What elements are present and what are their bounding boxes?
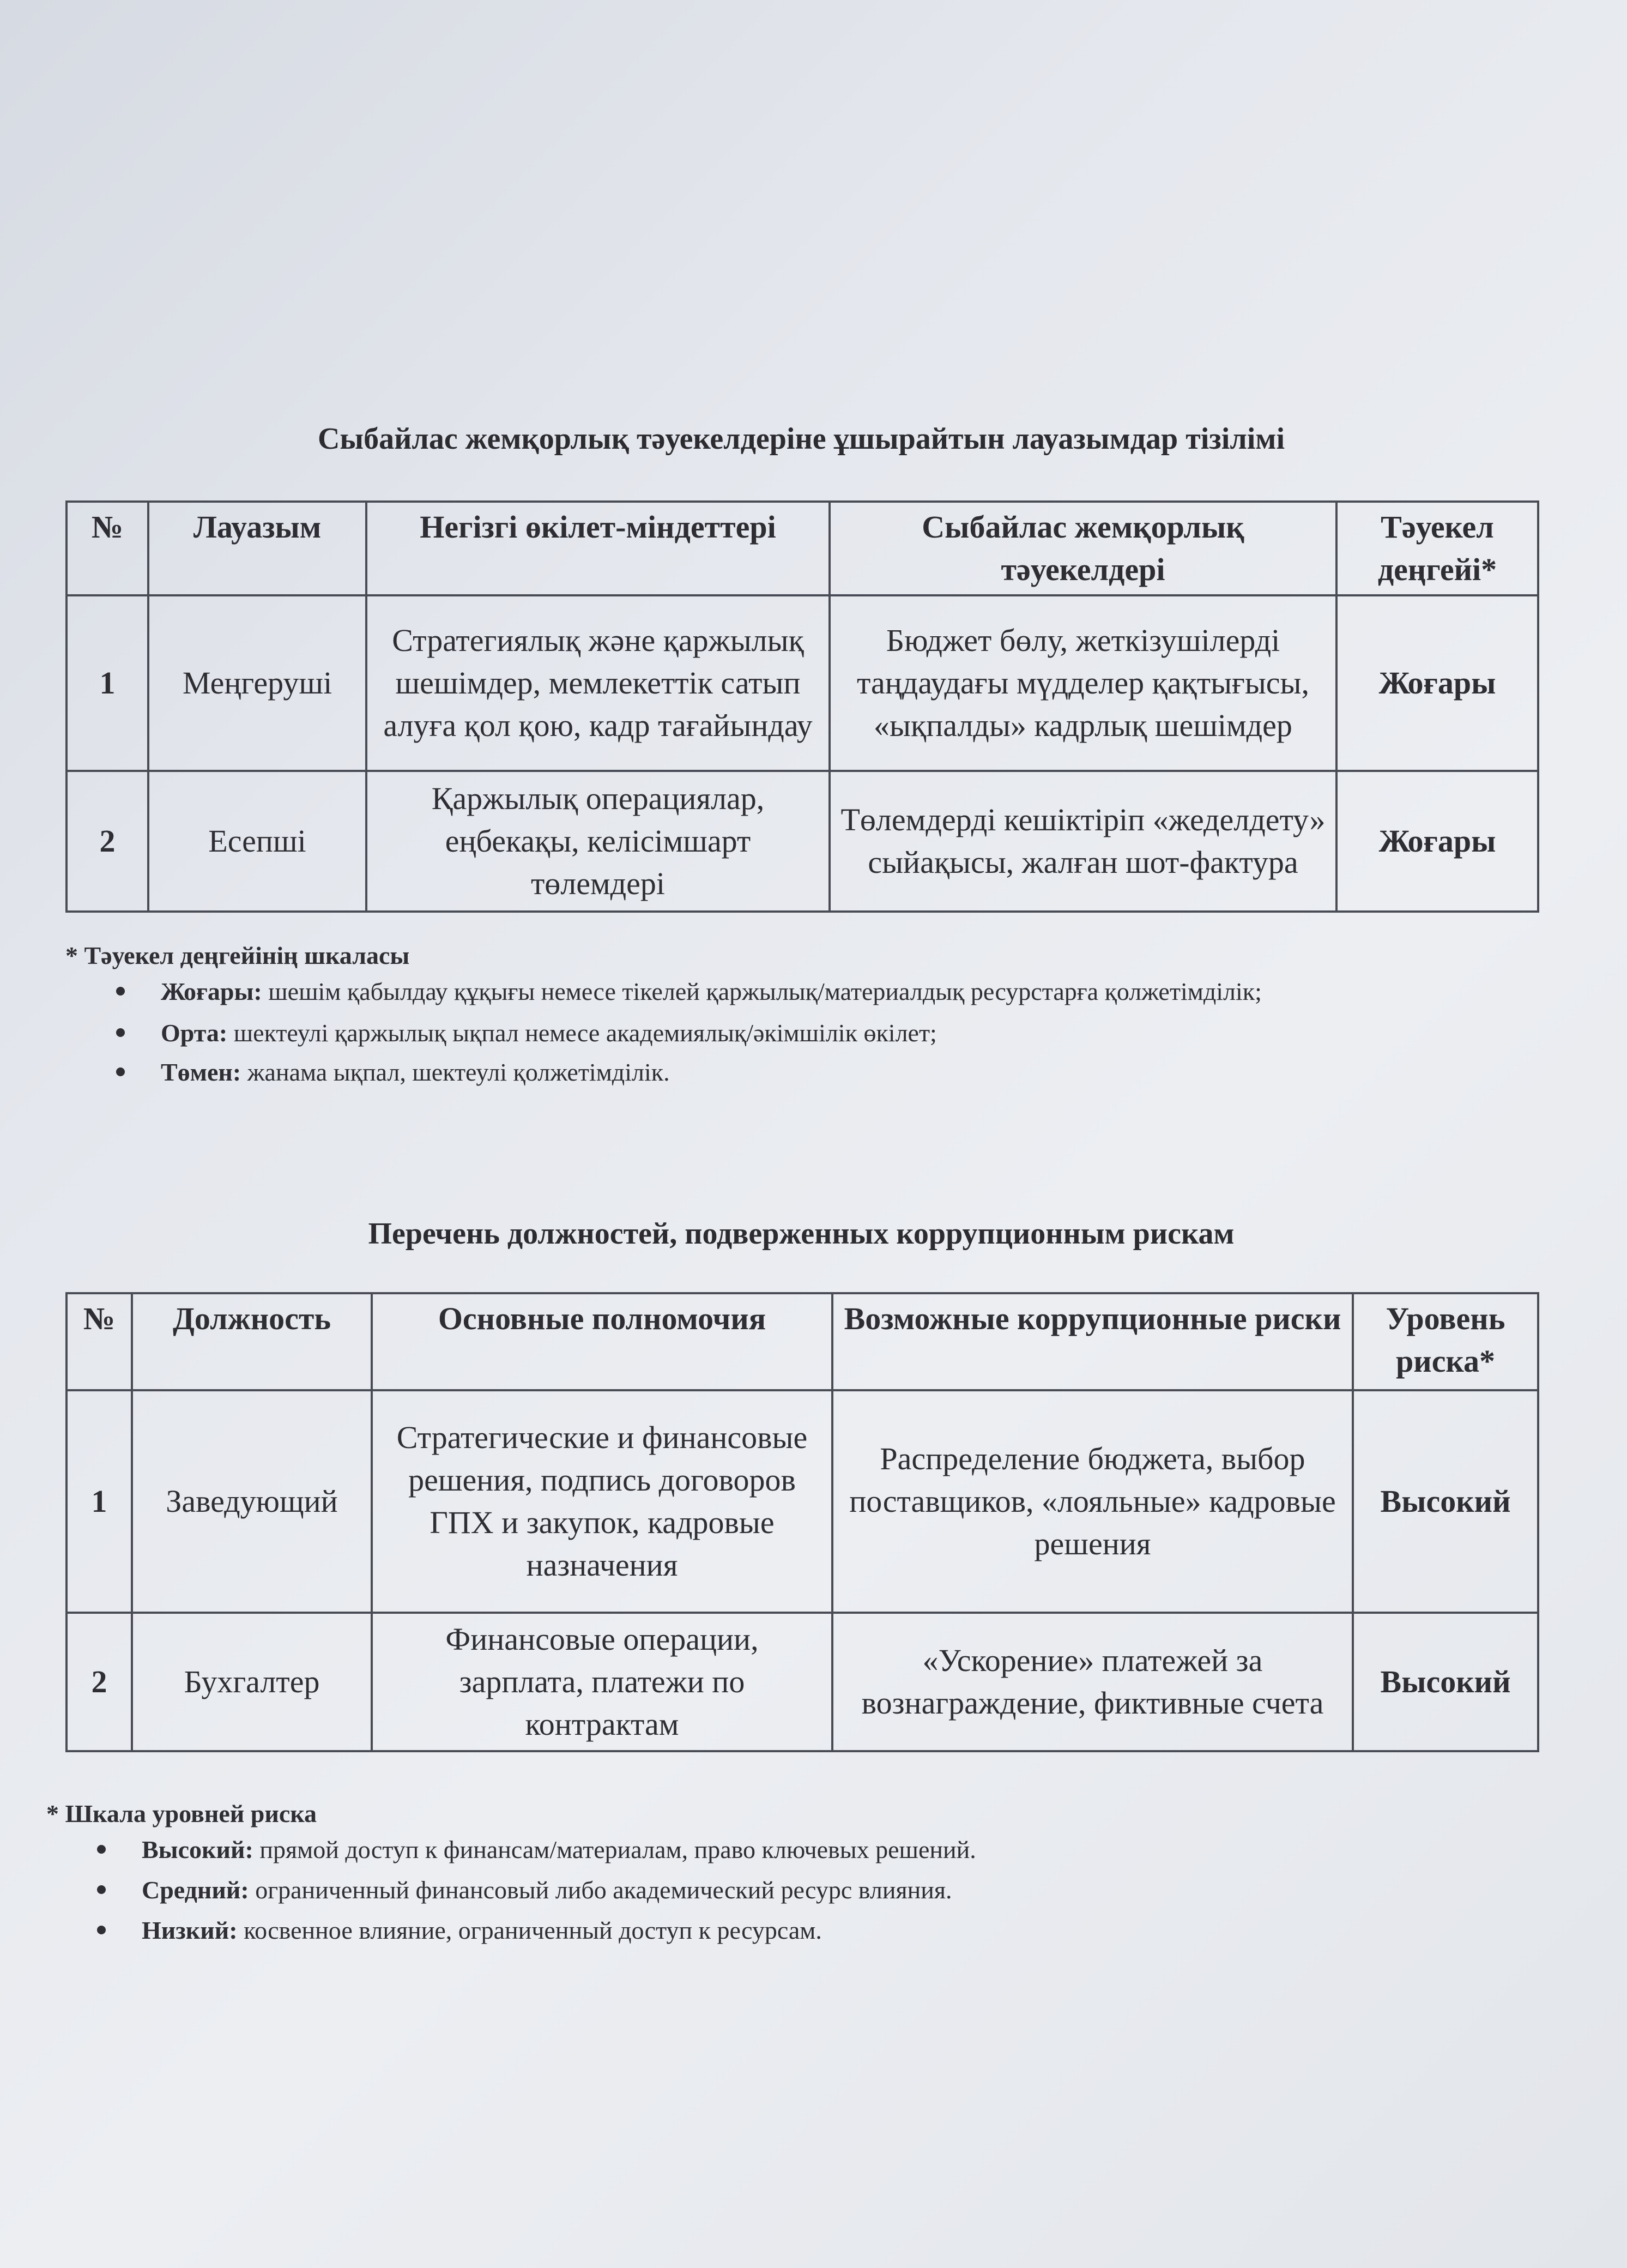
kz-title: Сыбайлас жемқорлық тәуекелдеріне ұшырайтын лауазымдар тізілімі [317,422,1285,456]
risk-level-cell: Жоғары [1336,595,1538,771]
ru-title: Перечень должностей, подверженных коррупционным рискам [368,1217,1235,1251]
risks-cell: Төлемдерді кешіктіріп «жеделдету» сыйақысы, жалған шот-фактура [830,771,1336,912]
position-cell: Есепші [148,771,366,912]
legend-text: косвенное влияние, ограниченный доступ к ресурсам. [237,1916,822,1944]
risk-level-cell: Жоғары [1336,771,1538,912]
kz-col-position: Лауазым [148,502,366,595]
ru-header-row [66,1293,1538,1390]
kz-table-wrap [65,500,1537,913]
list-item [161,1055,1537,1089]
ru-legend-list [46,1833,1540,1947]
legend-text: шешім қабылдау құқығы немесе тікелей қаржылық/материалдық ресурстарға қолжетімділік; [262,978,1262,1005]
position-cell: Бухгалтер [132,1613,372,1751]
bullet-icon [97,1885,106,1894]
risk-level-cell: Высокий [1353,1613,1538,1751]
kz-legend-heading: * Тәуекел деңгейінің шкаласы [65,942,410,969]
list-item [142,1833,1540,1867]
table-row [66,771,1538,912]
kz-legend-list [65,975,1537,1089]
ru-legend [46,1797,1540,1947]
table-row [66,1390,1538,1613]
row-number: 2 [66,1613,132,1751]
bullet-icon [116,1028,125,1037]
table-row [66,595,1538,771]
table-row [66,1613,1538,1751]
risks-cell: Распределение бюджета, выбор поставщиков, «лояльные» кадровые решения [832,1390,1353,1613]
legend-text: ограниченный финансовый либо академический ресурс влияния. [249,1876,952,1904]
risks-cell: «Ускорение» платежей за вознаграждение, фиктивные счета [832,1613,1353,1751]
legend-text: жанама ықпал, шектеулі қолжетімділік. [241,1058,670,1086]
legend-text: прямой доступ к финансам/материалам, право ключевых решений. [253,1836,976,1863]
kz-risk-table [65,500,1539,913]
kz-col-num: № [66,502,148,595]
ru-risk-table [65,1292,1539,1752]
list-item [142,1873,1540,1907]
ru-col-risks: Возможные коррупционные риски [832,1293,1353,1390]
row-number: 2 [66,771,148,912]
ru-section [65,1215,1537,1253]
ru-col-duties: Основные полномочия [372,1293,832,1390]
list-item [142,1914,1540,1947]
row-number: 1 [66,595,148,771]
legend-term: Низкий: [142,1916,238,1944]
kz-legend [65,939,1537,1089]
ru-table-wrap [65,1292,1537,1752]
ru-col-level: Уровень риска* [1353,1293,1538,1390]
risks-cell: Бюджет бөлу, жеткізушілерді таңдаудағы мүдделер қақтығысы, «ықпалды» кадрлық шешімдер [830,595,1336,771]
legend-text: шектеулі қаржылық ықпал немесе академиялық/әкімшілік өкілет; [227,1019,937,1047]
legend-term: Төмен: [161,1058,241,1086]
position-cell: Заведующий [132,1390,372,1613]
kz-col-duties: Негізгі өкілет-міндеттері [366,502,830,595]
row-number: 1 [66,1390,132,1613]
duties-cell: Финансовые операции, зарплата, платежи по контрактам [372,1613,832,1751]
bullet-icon [116,987,125,996]
risk-level-cell: Высокий [1353,1390,1538,1613]
legend-term: Средний: [142,1876,249,1904]
kz-section [65,420,1537,458]
legend-term: Высокий: [142,1836,253,1863]
bullet-icon [97,1926,106,1934]
list-item [161,975,1537,1009]
kz-col-risks: Сыбайлас жемқорлық тәуекелдері [830,502,1336,595]
position-cell: Меңгеруші [148,595,366,771]
duties-cell: Стратегические и финансовые решения, подпись договоров ГПХ и закупок, кадровые назначения [372,1390,832,1613]
kz-header-row [66,502,1538,595]
legend-term: Жоғары: [161,978,262,1005]
duties-cell: Стратегиялық және қаржылық шешімдер, мемлекеттік сатып алуға қол қою, кадр тағайындау [366,595,830,771]
list-item [161,1016,1537,1050]
ru-legend-heading: * Шкала уровней риска [46,1800,317,1827]
ru-col-position: Должность [132,1293,372,1390]
legend-term: Орта: [161,1019,228,1047]
duties-cell: Қаржылық операциялар, еңбекақы, келісімшарт төлемдері [366,771,830,912]
bullet-icon [116,1067,125,1076]
kz-col-level: Тәуекел деңгейі* [1336,502,1538,595]
bullet-icon [97,1845,106,1854]
ru-col-num: № [66,1293,132,1390]
